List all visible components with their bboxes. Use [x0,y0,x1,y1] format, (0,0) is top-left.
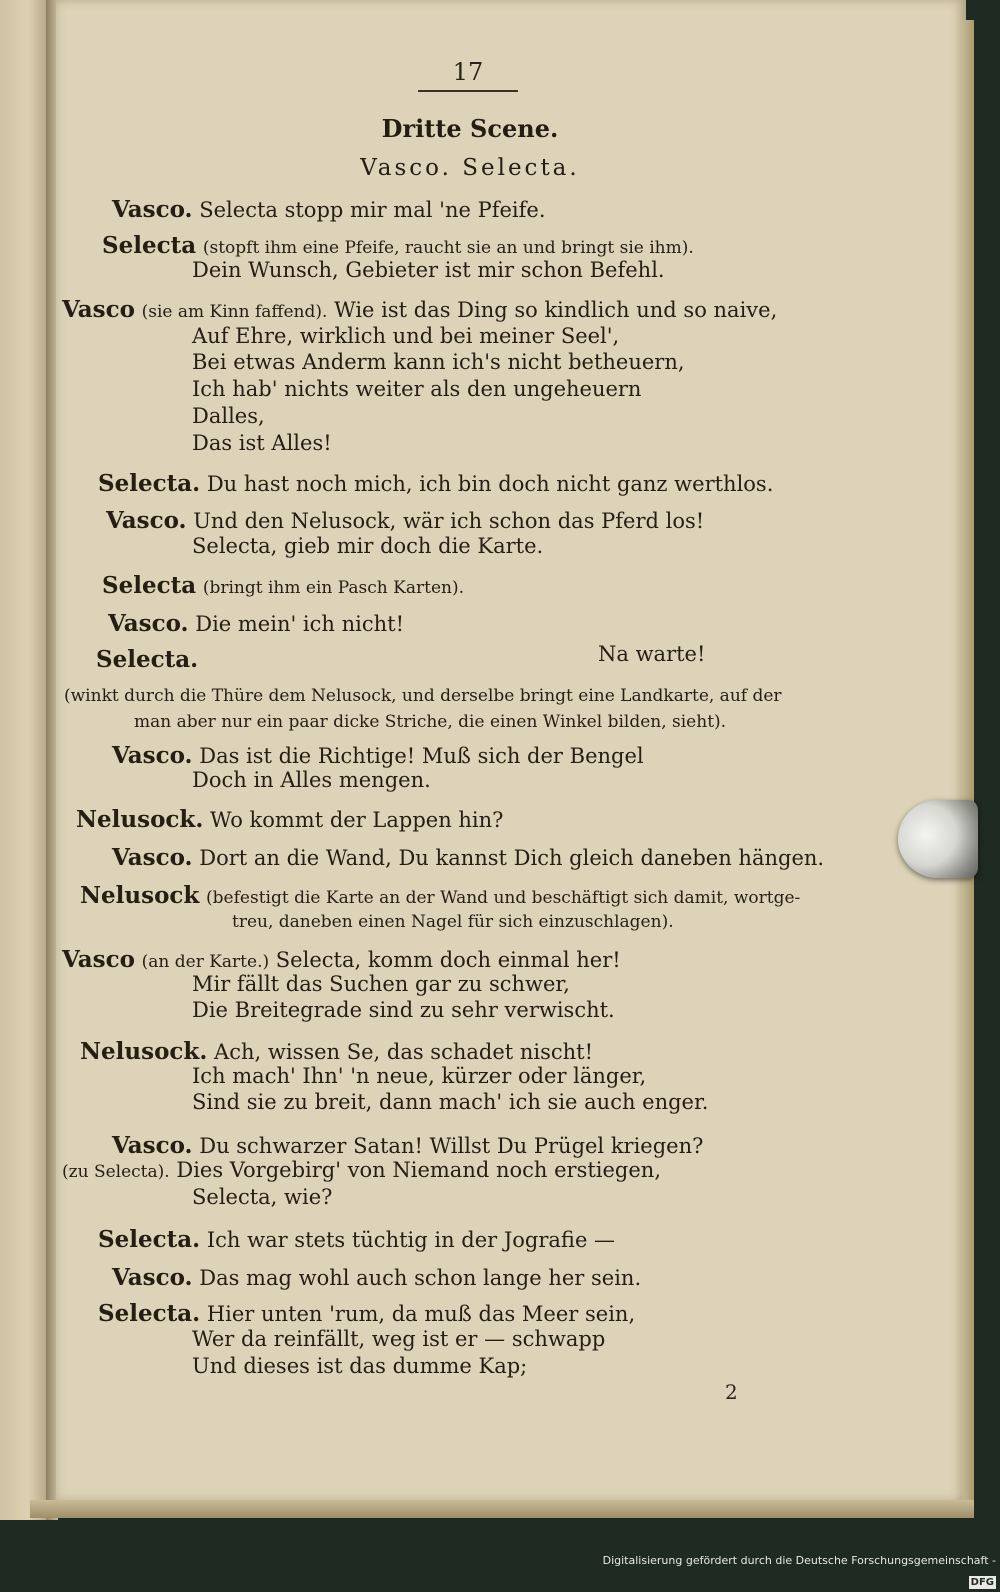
stage-direction-line [134,708,726,732]
stage-direction: man aber nur ein paar dicke Striche, die einen Winkel bilden, sieht). [134,712,727,732]
line-text: Du schwarzer Satan! Willst Du Prügel kriegen? [199,1134,704,1158]
dialogue-line [112,742,644,769]
line-text: Ach, wissen Se, das schadet nischt! [214,1040,594,1064]
line-text: Die mein' ich nicht! [195,612,405,636]
stage-direction: (befestigt die Karte an der Wand und beschäftigt sich damit, wortge- [206,888,801,908]
line-text: Auf Ehre, wirklich und bei meiner Seel', [192,324,620,348]
footer-text: Digitalisierung gefördert durch die Deutsche Forschungsgemeinschaft - [602,1554,996,1567]
dialogue-line [80,882,800,909]
line-text: Das ist Alles! [192,431,332,455]
dialogue-line [192,1185,332,1209]
line-text: Und den Nelusock, wär ich schon das Pferd los! [193,509,705,533]
page-number: 17 [452,58,484,86]
dialogue-line [98,1226,615,1253]
speaker-name: Selecta [102,232,197,259]
dialogue-line [192,324,619,348]
page-clip [898,800,978,878]
dialogue-line [112,1132,703,1159]
speaker-name: Vasco. [108,610,189,637]
dialogue-line [192,377,641,401]
line-text: Selecta, komm doch einmal her! [275,948,621,972]
dialogue-line [102,572,464,599]
dialogue-line [98,470,773,497]
dialogue-line [192,972,570,996]
facing-page-edge [0,0,46,1520]
dialogue-line [62,946,621,973]
dialogue-line [192,534,543,558]
speaker-name: Vasco. [106,507,187,534]
line-text: Selecta, gieb mir doch die Karte. [192,534,544,558]
page-bottom-edge [30,1500,974,1518]
stage-direction: (stopft ihm eine Pfeife, raucht sie an und bringt sie ihm). [202,238,694,258]
speaker-name: Vasco. [112,742,193,769]
dialogue-line [598,642,705,666]
dialogue-line [192,768,431,792]
dialogue-line [98,1300,635,1327]
line-text: Wo kommt der Lappen hin? [210,808,504,832]
line-text: Ich mach' Ihn' 'n neue, kürzer oder länger, [192,1064,647,1088]
line-text: Das mag wohl auch schon lange her sein. [199,1266,642,1290]
dialogue-line [106,507,704,534]
line-text: Sind sie zu breit, dann mach' ich sie auch enger. [192,1090,709,1114]
line-text: Und dieses ist das dumme Kap; [192,1354,528,1378]
line-text: Wer da reinfällt, weg ist er — schwapp [192,1327,606,1351]
line-text: Dies Vorgebirg' von Niemand noch erstiegen, [176,1158,661,1182]
speaker-name: Vasco [62,296,135,323]
dialogue-line [192,1064,646,1088]
stage-direction: (sie am Kinn faffend). [141,302,328,322]
line-text: Mir fällt das Suchen gar zu schwer, [192,972,570,996]
dialogue-line [80,1038,593,1065]
line-text: Selecta stopp mir mal 'ne Pfeife. [199,198,546,222]
dialogue-line [102,232,694,259]
line-text: Bei etwas Anderm kann ich's nicht betheuern, [192,350,685,374]
signature-mark: 2 [725,1380,738,1404]
line-text: Hier unten 'rum, da muß das Meer sein, [206,1302,636,1326]
stage-direction: (winkt durch die Thüre dem Nelusock, und derselbe bringt eine Landkarte, auf der [64,686,782,706]
speaker-name: Nelusock. [76,806,204,833]
dialogue-line [192,431,332,455]
line-text: Ich war stets tüchtig in der Jografie — [206,1228,616,1252]
stage-direction: (bringt ihm ein Pasch Karten). [202,578,464,598]
line-text: Doch in Alles mengen. [192,768,431,792]
line-text: Selecta, wie? [192,1185,333,1209]
line-text: Ich hab' nichts weiter als den ungeheuern [192,377,642,401]
dialogue-line [112,1264,641,1291]
dialogue-line [192,350,685,374]
dfg-logo: DFG [970,1577,994,1588]
dialogue-line [192,1354,527,1378]
line-text: Du hast noch mich, ich bin doch nicht ganz werthlos. [206,472,774,496]
stage-direction: treu, daneben einen Nagel für sich einzuschlagen). [232,912,674,932]
line-text: Dein Wunsch, Gebieter ist mir schon Befehl. [192,258,665,282]
speaker-name: Vasco. [112,1132,193,1159]
speaker-name: Nelusock [80,882,200,909]
speaker-name: Vasco. [112,196,193,223]
page-right-edge [962,20,974,1500]
dialogue-line [62,1158,661,1182]
speaker-name: Selecta. [98,1300,201,1327]
speaker-name: Selecta [102,572,197,599]
dialogue-line [192,1327,605,1351]
dialogue-line [192,258,665,282]
digitization-footer [600,1550,1000,1588]
line-text: Dort an die Wand, Du kannst Dich gleich daneben hängen. [199,846,825,870]
dialogue-line [108,610,404,637]
dialogue-line [76,806,503,833]
speaker-name: Nelusock. [80,1038,208,1065]
speaker-name: Selecta. [98,470,201,497]
dialogue-line [192,998,615,1022]
header-rule [418,90,518,92]
dialogue-line [112,844,824,871]
speaker-name: Vasco [62,946,135,973]
line-text: Das ist die Richtige! Muß sich der Bengel [199,744,644,768]
dialogue-line [96,646,198,673]
stage-direction: (zu Selecta). [62,1162,170,1182]
speaker-name: Selecta. [98,1226,201,1253]
line-text: Na warte! [598,642,706,666]
stage-direction: (an der Karte.) [141,952,270,972]
dialogue-line [62,296,777,323]
dialogue-line [112,196,546,223]
line-text: Dalles, [192,404,265,428]
speaker-name: Vasco. [112,1264,193,1291]
scene-cast: Vasco. Selecta. [360,155,580,181]
speaker-name: Vasco. [112,844,193,871]
stage-direction-line [64,682,782,706]
stage-direction-line [232,908,674,932]
dialogue-line [192,1090,708,1114]
scene-title: Dritte Scene. [381,114,559,143]
dialogue-line [192,404,265,428]
line-text: Wie ist das Ding so kindlich und so naive, [334,298,778,322]
line-text: Die Breitegrade sind zu sehr verwischt. [192,998,615,1022]
speaker-name: Selecta. [96,646,199,673]
